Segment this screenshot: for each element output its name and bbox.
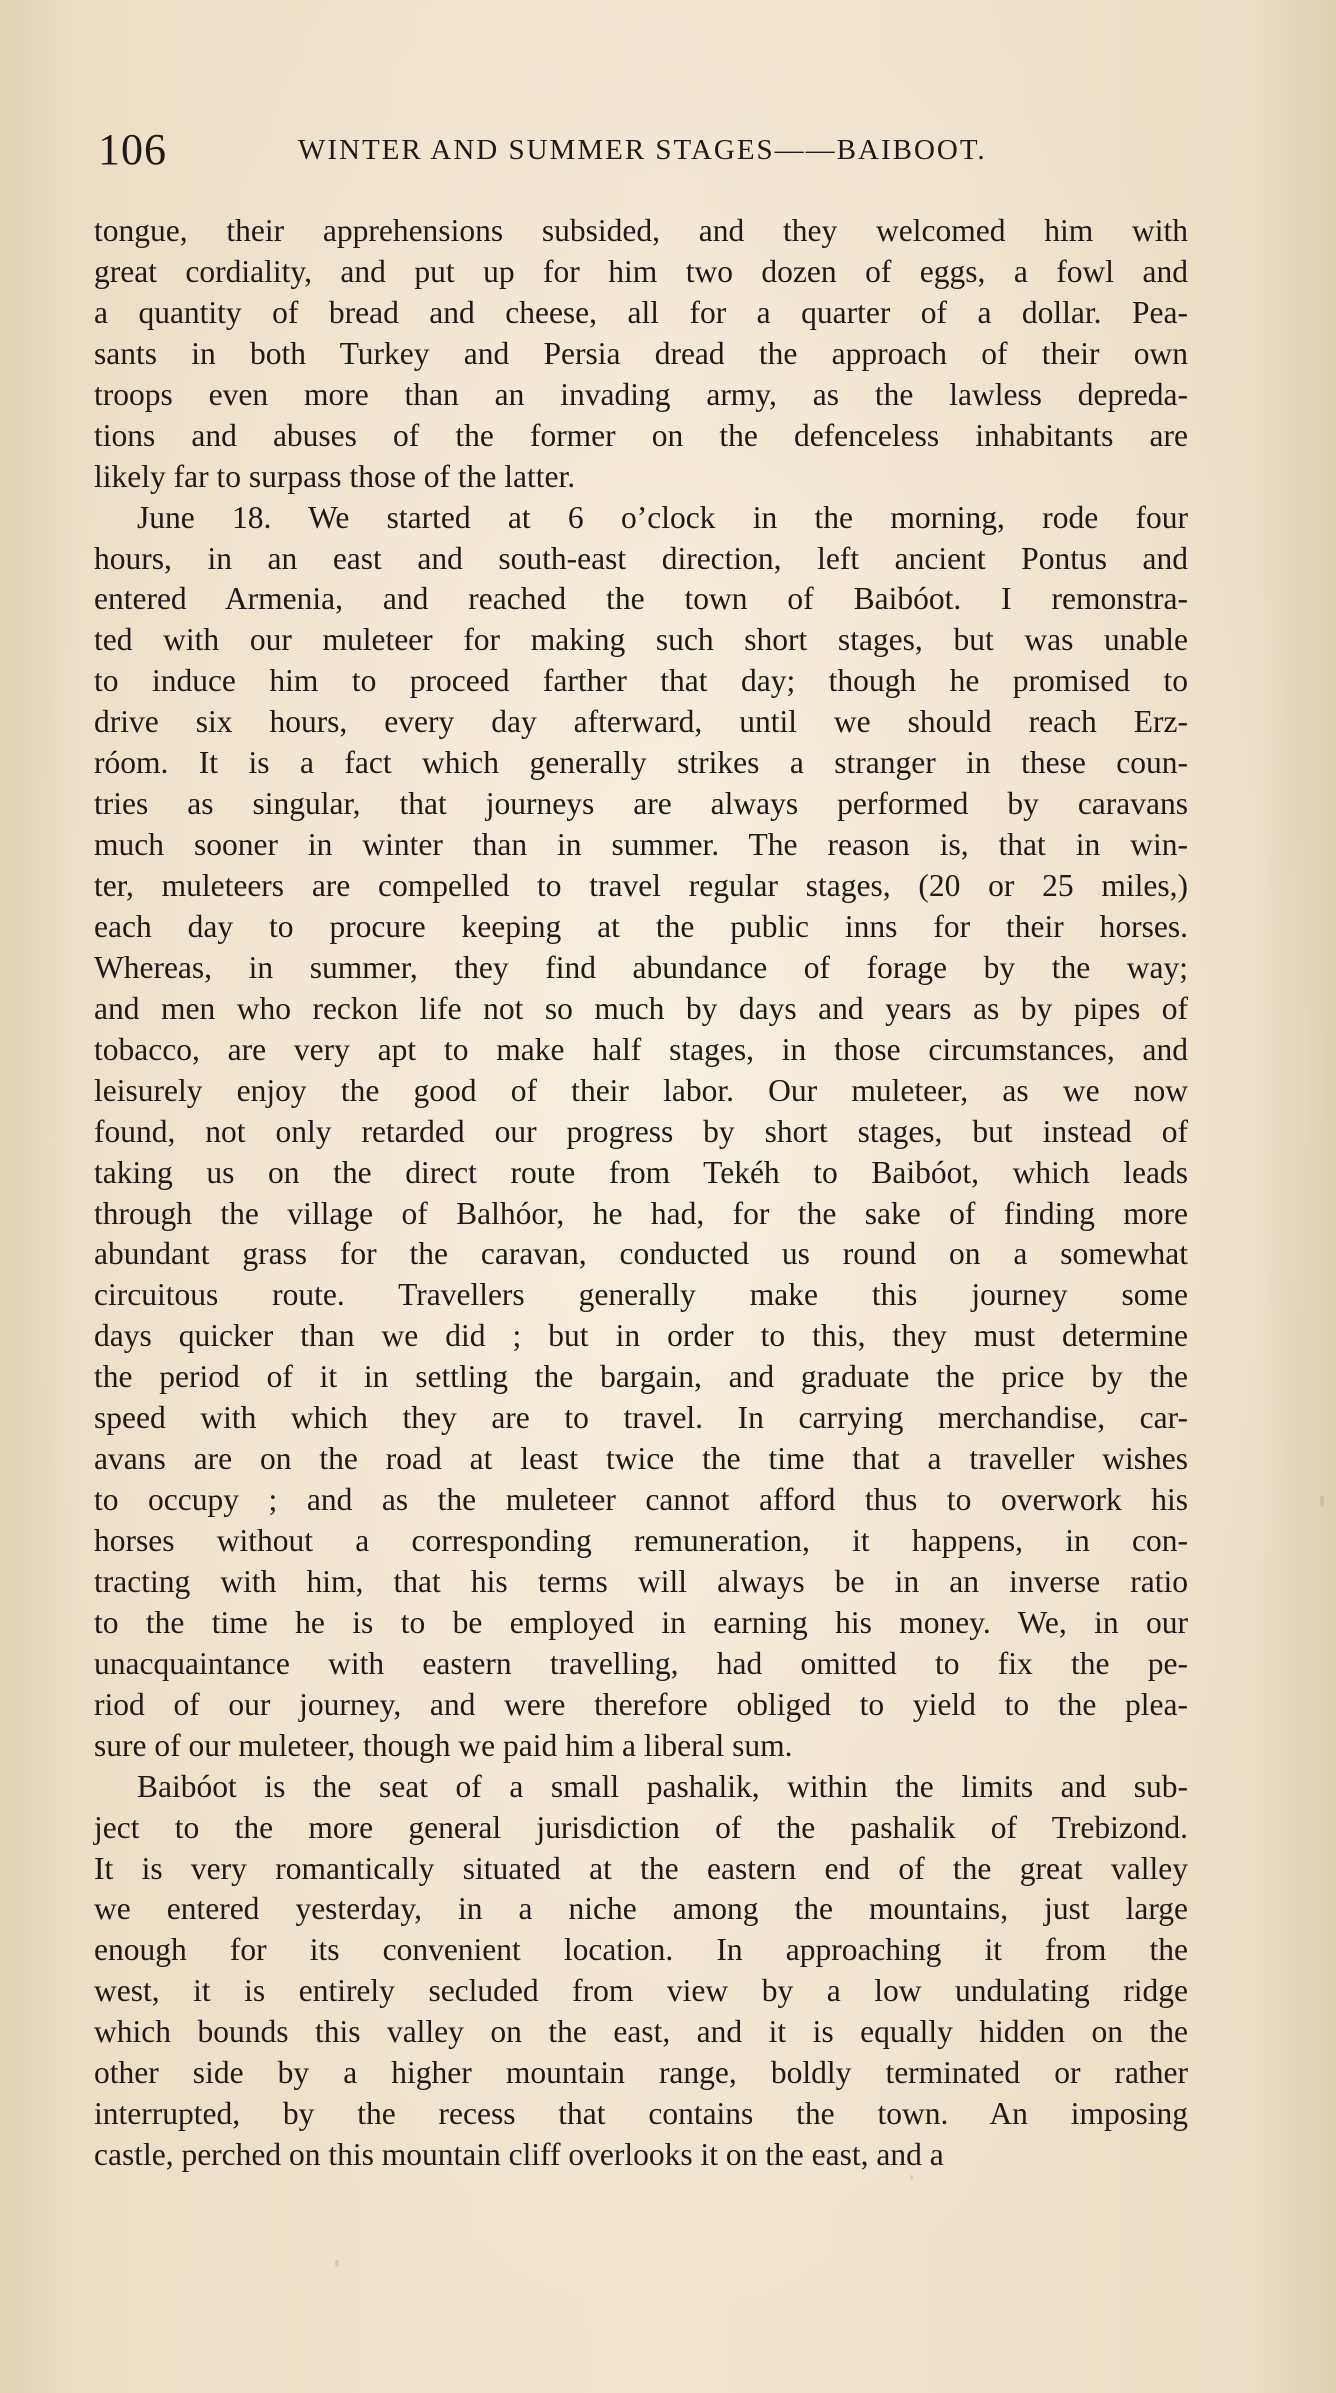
text-line: troops even more than an invading army, as the lawless depreda- [94, 376, 1188, 412]
text-line: tongue, their apprehensions subsided, and they welcomed him with [94, 213, 1188, 248]
text-line: the period of it in settling the bargain, and graduate the price by the [94, 1359, 1188, 1395]
text-line: a quantity of bread and cheese, all for a quarter of a dollar. Pea- [94, 294, 1188, 330]
page-number: 106 [98, 125, 167, 174]
text-line: days quicker than we did ; but in order to this, they must determine [94, 1318, 1188, 1354]
text-line: through the village of Balhóor, he had, for the sake of finding more [94, 1195, 1188, 1231]
text-line: each day to procure keeping at the public inns for their horses. [94, 908, 1188, 944]
text-line: tracting with him, that his terms will always be in an inverse ratio [94, 1563, 1188, 1599]
text-line: róom. It is a fact which generally strikes a stranger in these coun- [94, 745, 1188, 781]
text-line: unacquaintance with eastern travelling, had omitted to fix the pe- [94, 1645, 1188, 1681]
text-line: ter, muleteers are compelled to travel regular stages, (20 or 25 miles,) [94, 868, 1188, 903]
paper-speck [335, 2260, 339, 2267]
text-line: avans are on the road at least twice the time that a traveller wishes [94, 1441, 1188, 1477]
text-line: Whereas, in summer, they find abundance of forage by the way; [94, 949, 1188, 985]
text-line: to induce him to proceed farther that day; though he promised to [94, 663, 1188, 699]
text-line: found, not only retarded our progress by short stages, but instead of [94, 1113, 1188, 1149]
text-line: enough for its convenient location. In approaching it from the [94, 1932, 1188, 1968]
text-line: Baibóot is the seat of a small pashalik, within the limits and sub- [137, 1768, 1188, 1804]
text-line: June 18. We started at 6 o’clock in the morning, rode four [137, 499, 1188, 535]
text-line: ject to the more general jurisdiction of the pashalik of Trebizond. [94, 1809, 1188, 1845]
text-line: circuitous route. Travellers generally make this journey some [94, 1277, 1188, 1313]
text-line: sure of our muleteer, though we paid him a liberal sum. [94, 1727, 793, 1763]
text-line: sants in both Turkey and Persia dread the approach of their own [94, 335, 1188, 371]
text-line: drive six hours, every day afterward, until we should reach Erz- [94, 704, 1188, 740]
text-line: taking us on the direct route from Tekéh to Baibóot, which leads [94, 1154, 1188, 1190]
text-line: abundant grass for the caravan, conducted us round on a somewhat [94, 1236, 1188, 1272]
text-line: other side by a higher mountain range, boldly terminated or rather [94, 2055, 1188, 2091]
text-line: hours, in an east and south-east direction, left ancient Pontus and [94, 540, 1188, 576]
body-text [94, 211, 1188, 2176]
text-line: to occupy ; and as the muleteer cannot afford thus to overwork his [94, 1482, 1188, 1518]
running-head: WINTER AND SUMMER STAGES——BAIBOOT. [298, 134, 987, 166]
paper-speck [910, 2175, 913, 2180]
paper-speck [1320, 1495, 1324, 1507]
text-line: tions and abuses of the former on the defenceless inhabitants are [94, 417, 1188, 453]
text-line: horses without a corresponding remuneration, it happens, in con- [94, 1523, 1188, 1558]
text-line: tries as singular, that journeys are always performed by caravans [94, 786, 1188, 822]
text-line: much sooner in winter than in summer. The reason is, that in win- [94, 827, 1188, 863]
text-line: west, it is entirely secluded from view by a low undulating ridge [94, 1973, 1188, 2009]
text-line: which bounds this valley on the east, and it is equally hidden on the [94, 2014, 1188, 2050]
text-line: ted with our muleteer for making such short stages, but was unable [94, 622, 1188, 658]
text-line: we entered yesterday, in a niche among the mountains, just large [94, 1891, 1188, 1927]
text-line: speed with which they are to travel. In carrying merchandise, car- [94, 1400, 1188, 1436]
text-line: entered Armenia, and reached the town of Baibóot. I remonstra- [94, 581, 1188, 617]
text-line: likely far to surpass those of the latter. [94, 458, 576, 494]
text-line: tobacco, are very apt to make half stages, in those circumstances, and [94, 1031, 1188, 1067]
text-line: great cordiality, and put up for him two dozen of eggs, a fowl and [94, 253, 1188, 289]
text-line: It is very romantically situated at the eastern end of the great valley [94, 1850, 1188, 1886]
text-line: to the time he is to be employed in earning his money. We, in our [94, 1604, 1188, 1640]
page-header [98, 120, 1248, 180]
text-line: riod of our journey, and were therefore obliged to yield to the plea- [94, 1686, 1188, 1722]
text-line: leisurely enjoy the good of their labor. Our muleteer, as we now [94, 1072, 1188, 1108]
text-line: interrupted, by the recess that contains the town. An imposing [94, 2096, 1188, 2132]
text-line: and men who reckon life not so much by days and years as by pipes of [94, 990, 1188, 1026]
text-line: castle, perched on this mountain cliff overlooks it on the east, and a [94, 2137, 944, 2173]
